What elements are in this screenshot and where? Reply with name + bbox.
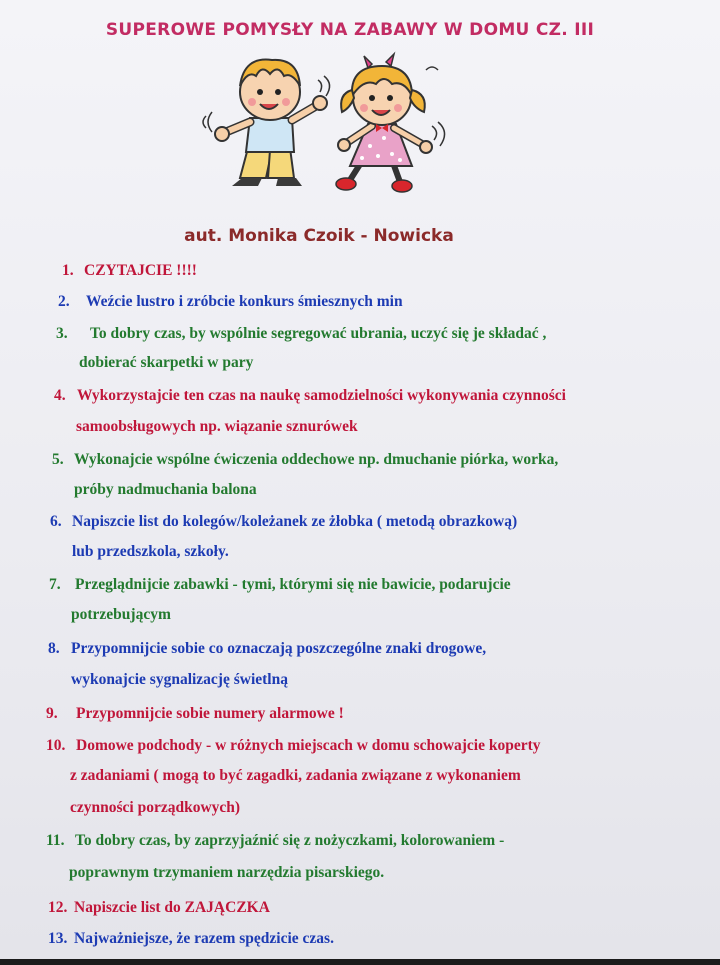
list-item-text: To dobry czas, by zaprzyjaźnić się z nożyczkami, kolorowaniem - (75, 832, 505, 849)
list-item-number: 5. (52, 451, 64, 468)
list-item-line (76, 418, 358, 436)
list-item-line (50, 513, 517, 531)
boy-figure (203, 60, 330, 186)
list-item-text: CZYTAJCIE !!!! (84, 262, 197, 279)
list-item-text: Najważniejsze, że razem spędzicie czas. (74, 930, 334, 947)
list-item-text: samoobsługowych np. wiązanie sznurówek (76, 418, 358, 435)
list-item-text: poprawnym trzymaniem narzędzia pisarskiego. (69, 864, 385, 881)
list-item-text: Przypomnijcie sobie co oznaczają poszczególne znaki drogowe, (71, 640, 487, 657)
list-item-line (48, 640, 486, 658)
list-item-text: Przeglądnijcie zabawki - tymi, którymi się nie bawicie, podarujcie (75, 576, 511, 593)
list-item-text: Wykonajcie wspólne ćwiczenia oddechowe np. dmuchanie piórka, worka, (74, 451, 559, 468)
list-item-line (74, 481, 257, 499)
list-item-text: z zadaniami ( mogą to być zagadki, zadania związane z wykonaniem (70, 767, 521, 784)
list-item-text: wykonajcie sygnalizację świetlną (71, 671, 288, 688)
list-item-text: Wykorzystajcie ten czas na naukę samodzielności wykonywania czynności (77, 387, 566, 404)
list-item-number: 9. (46, 705, 58, 722)
list-item-line (69, 864, 384, 882)
list-item-number: 4. (54, 387, 66, 404)
list-item-text: próby nadmuchania balona (74, 481, 257, 498)
list-item-text: potrzebującym (71, 606, 171, 623)
list-item-number: 6. (50, 513, 62, 530)
author-line: aut. Monika Czoik - Nowicka (184, 226, 454, 246)
list-item-line (72, 543, 229, 561)
list-item-text: dobierać skarpetki w pary (79, 354, 254, 371)
page-title: SUPEROWE POMYSŁY NA ZABAWY W DOMU CZ. III (105, 20, 595, 40)
list-item-line (48, 899, 270, 917)
list-item-text: To dobry czas, by wspólnie segregować ubrania, uczyć się je składać , (90, 325, 547, 342)
list-item-number: 3. (56, 325, 68, 342)
list-item-line (46, 832, 504, 850)
list-item-line (71, 671, 288, 689)
list-item-number: 8. (48, 640, 60, 657)
list-item-line (71, 606, 171, 624)
two-cartoon-children-icon (200, 50, 480, 215)
list-item-text: Napiszcie list do kolegów/koleżanek ze żłobka ( metodą obrazkową) (72, 513, 518, 530)
list-item-line (56, 325, 546, 343)
list-item-text: lub przedszkola, szkoły. (72, 543, 229, 560)
list-item-line (49, 576, 511, 594)
list-item-number: 7. (49, 576, 61, 593)
list-item-text: czynności porządkowych) (70, 799, 241, 816)
list-item-number: 11. (46, 832, 65, 849)
list-item-number: 10. (46, 737, 66, 754)
list-item-number: 12. (48, 899, 68, 916)
list-item-line (52, 451, 558, 469)
list-item-line (58, 293, 403, 311)
list-item-text: Weźcie lustro i zróbcie konkurs śmiesznych min (86, 293, 403, 310)
list-item-line (70, 799, 240, 817)
list-item-number: 1. (62, 262, 74, 279)
list-item-line (79, 354, 253, 372)
list-item-line (62, 262, 197, 280)
list-item-line (46, 705, 344, 723)
list-item-text: Napiszcie list do ZAJĄCZKA (74, 899, 270, 916)
list-item-number: 13. (48, 930, 68, 947)
list-item-line (48, 930, 334, 948)
list-item-line (54, 387, 566, 405)
list-item-line (46, 737, 541, 755)
list-item-text: Domowe podchody - w różnych miejscach w domu schowajcie koperty (76, 737, 541, 754)
list-item-number: 2. (58, 293, 70, 310)
list-item-text: Przypomnijcie sobie numery alarmowe ! (76, 705, 344, 722)
list-item-line (70, 767, 521, 785)
bottom-edge (0, 959, 720, 965)
girl-figure (336, 54, 445, 192)
